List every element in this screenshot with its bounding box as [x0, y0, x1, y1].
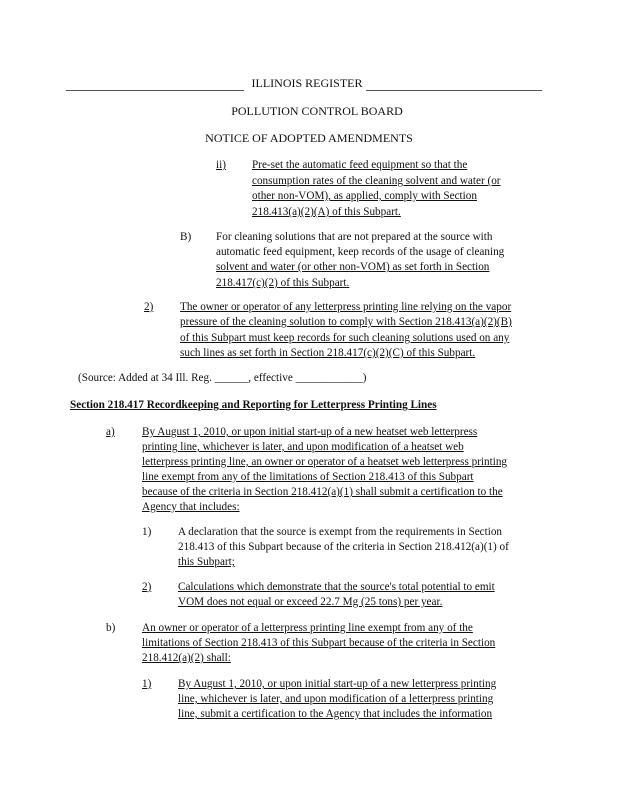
sub-label: 1) — [142, 678, 152, 690]
item-line: solvent and water (or other non-VOM) as set forth in Section — [216, 261, 490, 273]
item-line: pressure of the cleaning solution to comply with Section 218.413(a)(2)(B) — [180, 316, 512, 328]
item-line: The owner or operator of any letterpress printing line relying on the vapor — [180, 301, 512, 313]
para-line: because of the criteria in Section 218.412(a)(1) shall submit a certification to the — [142, 486, 503, 498]
para-line: An owner or operator of a letterpress printing line exempt from any of the — [142, 622, 473, 634]
sub-line: 218.413 of this Subpart because of the criteria in Section 218.412(a)(1) of — [178, 541, 509, 553]
item-line: For cleaning solutions that are not prepared at the source with — [216, 231, 493, 243]
sub-line: A declaration that the source is exempt from the requirements in Section — [178, 526, 503, 538]
sub-line: this Subpart; — [178, 556, 235, 568]
item-label: B) — [180, 231, 192, 243]
para-line: printing line, whichever is later, and upon modification of a heatset web — [142, 441, 464, 453]
sub-line: VOM does not equal or exceed 22.7 Mg (25 tons) per year. — [178, 596, 443, 608]
item-line: Pre-set the automatic feed equipment so that the — [252, 159, 468, 171]
item-line: 218.417(c)(2) of this Subpart. — [216, 277, 350, 289]
sub-line: Calculations which demonstrate that the source's total potential to emit — [178, 581, 495, 593]
item-label: ii) — [216, 159, 226, 171]
para-line: limitations of Section 218.413 of this Subpart because of the criteria in Section — [142, 637, 496, 649]
section-heading: Section 218.417 Recordkeeping and Reporting for Letterpress Printing Lines — [70, 399, 437, 411]
para-label: a) — [106, 426, 115, 438]
source-note: (Source: Added at 34 Ill. Reg. ______, effective ____________) — [78, 372, 367, 384]
item-line: automatic feed equipment, keep records of the usage of cleaning — [216, 246, 505, 258]
sub-line: line, whichever is later, and upon modification of a letterpress printing — [178, 693, 494, 705]
item-line: other non-VOM), as applied, comply with Section — [252, 190, 477, 202]
sub-label: 1) — [142, 526, 152, 538]
board-title: POLLUTION CONTROL BOARD — [231, 104, 403, 118]
item-line: of this Subpart must keep records for such cleaning solutions used on any — [180, 332, 510, 344]
item-line: such lines as set forth in Section 218.417(c)(2)(C) of this Subpart. — [180, 347, 476, 359]
para-line: letterpress printing line, an owner or operator of a heatset web letterpress printing — [142, 456, 508, 468]
register-title: ILLINOIS REGISTER — [251, 76, 363, 90]
item-line: consumption rates of the cleaning solvent and water (or — [252, 175, 501, 187]
sub-line: line, submit a certification to the Agency that includes the information — [178, 708, 493, 720]
para-line: By August 1, 2010, or upon initial start-up of a new heatset web letterpress — [142, 426, 478, 438]
sub-line: By August 1, 2010, or upon initial start-up of a new letterpress printing — [178, 678, 497, 690]
item-line: 218.413(a)(2)(A) of this Subpart. — [252, 206, 401, 218]
para-line: 218.412(a)(2) shall: — [142, 652, 231, 664]
item-label: 2) — [144, 301, 154, 313]
sub-label: 2) — [142, 581, 152, 593]
para-line: line exempt from any of the limitations of Section 218.413 of this Subpart — [142, 471, 474, 483]
para-label: b) — [106, 622, 116, 634]
notice-title: NOTICE OF ADOPTED AMENDMENTS — [205, 131, 413, 145]
para-line: Agency that includes: — [142, 501, 240, 513]
